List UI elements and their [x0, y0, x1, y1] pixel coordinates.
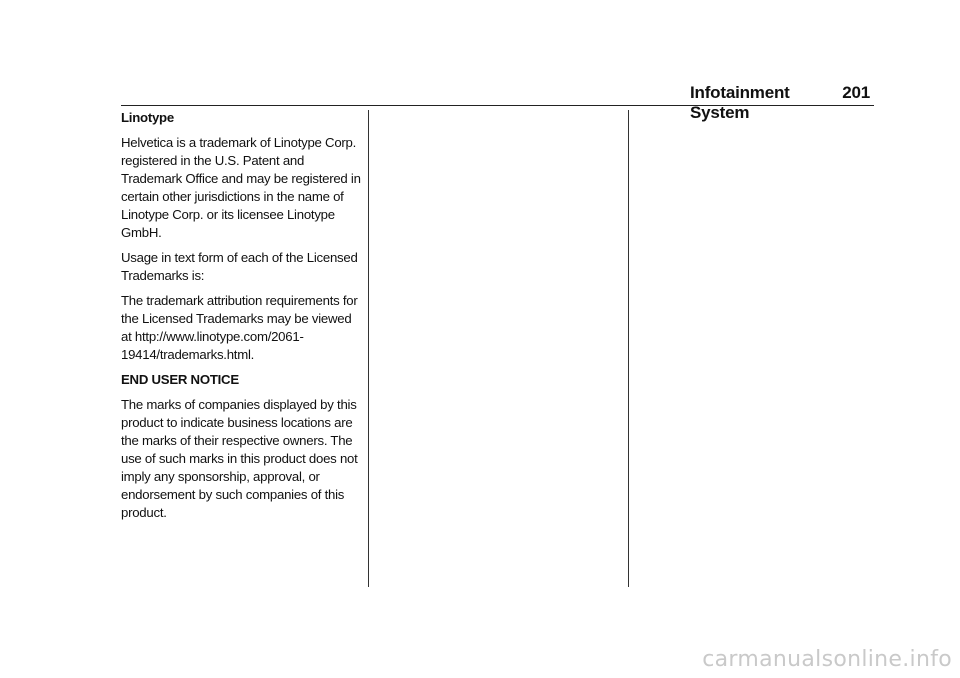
column-divider-left: [368, 110, 369, 587]
watermark-text: carmanualsonline.info: [702, 647, 952, 672]
linotype-paragraph-1: Helvetica is a trademark of Linotype Corp. registered in the U.S. Patent and Trademark Office and may be registered in certain other jurisdictions in the name of Linotype Corp. or its licensee Linotype GmbH.: [121, 135, 361, 240]
section-title: Infotainment System: [690, 83, 790, 122]
page-number: 201: [842, 83, 870, 102]
text-column-left: [121, 109, 363, 529]
header-rule: [121, 105, 874, 106]
end-user-notice-heading: END USER NOTICE: [121, 372, 239, 387]
column-divider-right: [628, 110, 629, 587]
linotype-heading: Linotype: [121, 110, 174, 125]
linotype-paragraph-3: The trademark attribution requirements for the Licensed Trademarks may be viewed at http://www.linotype.com/2061-19414/trademarks.html.: [121, 293, 358, 362]
page-header: [690, 83, 870, 122]
linotype-paragraph-2: Usage in text form of each of the Licensed Trademarks is:: [121, 250, 358, 283]
end-user-notice-paragraph: The marks of companies displayed by this product to indicate business locations are the marks of their respective owners. The use of such marks in this product does not imply any sponsorship, approval, or endorsement by such companies of this product.: [121, 397, 358, 520]
